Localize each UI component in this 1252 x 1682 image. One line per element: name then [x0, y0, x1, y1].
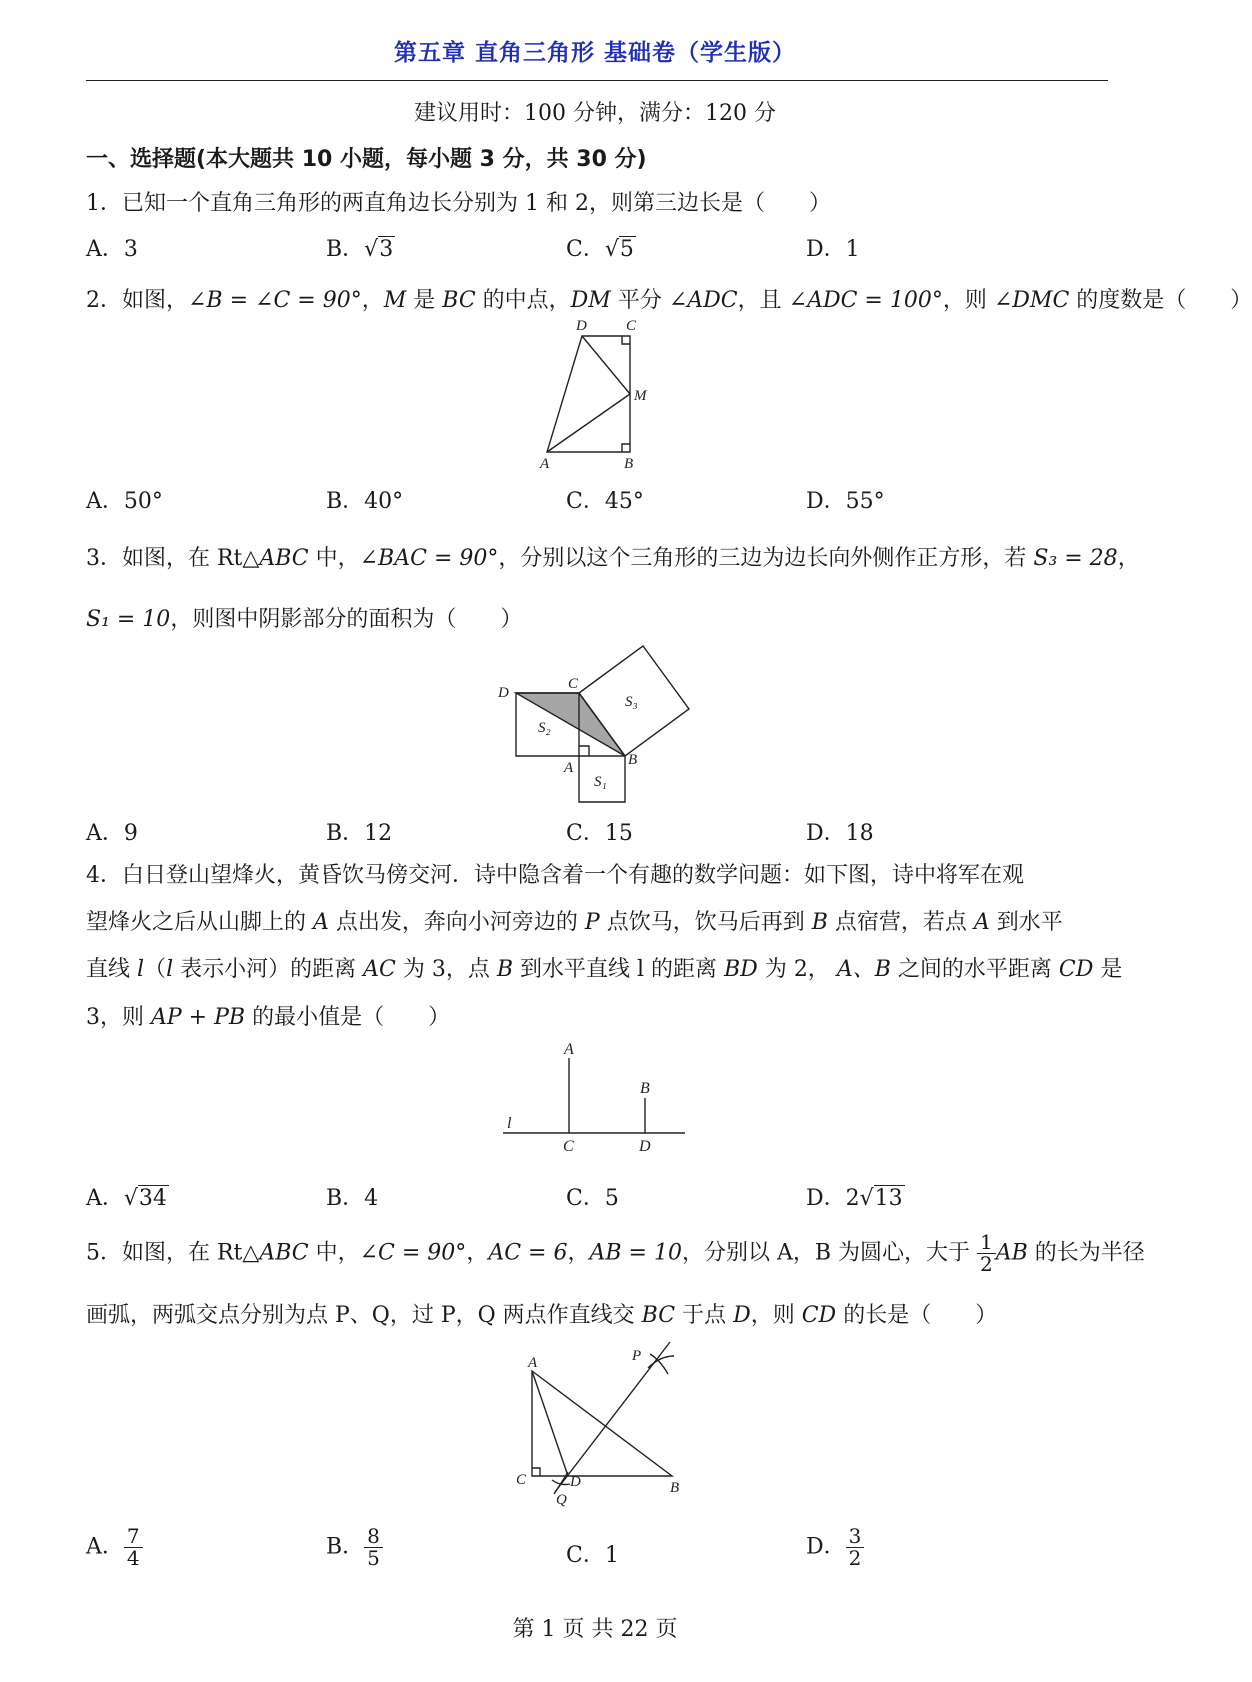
- option-c: C．45°: [566, 489, 644, 514]
- option-a: A．3: [86, 237, 138, 262]
- question-3-stem-line-1: 3．如图，在 Rt△ABC 中，∠BAC = 90°，分别以这个三角形的三边为边长向外侧作正方形，若 S₃ = 28，: [86, 546, 1140, 571]
- question-3-stem-line-2: S₁ = 10，则图中阴影部分的面积为（ ）: [86, 607, 523, 632]
- question-4-stem-line-4: 3，则 AP + PB 的最小值是（ ）: [86, 1005, 451, 1030]
- label-b: B: [624, 456, 634, 472]
- label-a: A: [564, 760, 574, 776]
- time-and-score-info: 建议用时：100 分钟，满分：120 分: [414, 101, 776, 126]
- option-b: B．40°: [326, 489, 404, 514]
- option-b: B．12: [326, 821, 393, 846]
- option-b: B． $\frac{8}{5}$: [326, 1526, 383, 1569]
- label-a: A: [528, 1355, 538, 1371]
- question-4-figure: [495, 1036, 695, 1166]
- question-2-stem: 2．如图，∠B = ∠C = 90°，M 是 BC 的中点，DM 平分 ∠ADC，且 ∠ADC = 100°，则 ∠DMC 的度数是（ ）: [86, 288, 1252, 313]
- option-a: A．9: [86, 821, 138, 846]
- sqrt-expression: √34: [123, 1186, 167, 1211]
- section-heading: 一、选择题(本大题共 10 小题，每小题 3 分，共 30 分): [86, 147, 647, 172]
- quadrilateral-abcd: [547, 336, 630, 452]
- document-title: 第五章 直角三角形 基础卷（学生版）: [393, 40, 796, 66]
- sqrt-expression: √3: [364, 237, 394, 262]
- label-m: M: [634, 388, 647, 404]
- label-c: C: [626, 318, 637, 334]
- label-p: P: [632, 1348, 642, 1364]
- option-c: C．5: [566, 1186, 619, 1211]
- fraction-one-half: $\frac{1}{2}$: [977, 1232, 996, 1275]
- question-3-figure: [490, 640, 700, 810]
- option-c: C．1: [566, 1543, 619, 1568]
- question-5-figure: [510, 1334, 710, 1514]
- label-d: D: [639, 1138, 651, 1155]
- question-2-figure: [530, 316, 670, 476]
- fraction-value: $\frac{8}{5}$: [364, 1526, 383, 1569]
- fraction-value: $\frac{3}{2}$: [846, 1526, 865, 1569]
- right-angle-mark-c: [622, 336, 630, 344]
- label-c: C: [516, 1472, 527, 1488]
- option-a: A．√34: [86, 1186, 167, 1211]
- option-d: D．2√13: [806, 1186, 903, 1211]
- question-1-stem: 1．已知一个直角三角形的两直角边长分别为 1 和 2，则第三边长是（ ）: [86, 191, 831, 216]
- question-4-stem-line-3: 直线 l（l 表示小河）的距离 AC 为 3，点 B 到水平直线 l 的距离 BD 为 2， A、B 之间的水平距离 CD 是: [86, 957, 1123, 982]
- option-a: A．50°: [86, 489, 163, 514]
- label-b: B: [670, 1480, 680, 1496]
- label-s2: S₂: [538, 720, 551, 736]
- sqrt-expression: √13: [859, 1186, 903, 1211]
- label-b: B: [628, 752, 638, 768]
- header-divider: [86, 80, 1108, 81]
- label-a: A: [540, 456, 550, 472]
- label-d: D: [570, 1474, 581, 1490]
- label-c: C: [568, 676, 579, 692]
- question-5-stem-line-2: 画弧，两弧交点分别为点 P、Q，过 P，Q 两点作直线交 BC 于点 D，则 CD 的长是（ ）: [86, 1303, 998, 1328]
- segment-am: [547, 394, 630, 452]
- label-q: Q: [556, 1492, 567, 1508]
- question-4-stem-line-2: 望烽火之后从山脚上的 A 点出发，奔向小河旁边的 P 点饮马，饮马后再到 B 点宿营，若点 A 到水平: [86, 910, 1063, 935]
- option-d: D．55°: [806, 489, 885, 514]
- option-d: D．1: [806, 237, 860, 262]
- label-s3: S₃: [625, 694, 638, 710]
- label-b: B: [640, 1080, 650, 1097]
- sqrt-expression: √5: [604, 237, 634, 262]
- option-c: C．15: [566, 821, 633, 846]
- triangle-abc: [532, 1371, 672, 1476]
- question-5-stem-line-1: 5．如图，在 Rt△ABC 中，∠C = 90°，AC = 6，AB = 10，分别以 A，B 为圆心，大于 $\frac{1}{2}$ AB 的长为半径: [86, 1230, 1145, 1276]
- label-d: D: [498, 685, 509, 701]
- option-a: A． $\frac{7}{4}$: [86, 1526, 143, 1569]
- label-s1: S₁: [594, 774, 607, 790]
- option-b: B．4: [326, 1186, 379, 1211]
- option-c: C．√5: [566, 237, 634, 262]
- page-number-footer: 第 1 页 共 22 页: [512, 1617, 678, 1642]
- right-angle-mark-c: [532, 1468, 540, 1476]
- option-d: D．18: [806, 821, 874, 846]
- option-b: B．√3: [326, 237, 394, 262]
- option-d: D． $\frac{3}{2}$: [806, 1526, 864, 1569]
- label-c: C: [563, 1138, 574, 1155]
- label-d: D: [576, 318, 587, 334]
- right-angle-mark-a: [579, 746, 589, 756]
- segment-dm: [582, 336, 630, 394]
- right-angle-mark-b: [622, 444, 630, 452]
- fraction-value: $\frac{7}{4}$: [124, 1526, 143, 1569]
- label-a: A: [564, 1041, 574, 1058]
- label-l: l: [507, 1115, 512, 1132]
- segment-ad: [532, 1371, 568, 1476]
- shaded-triangle: [516, 693, 625, 756]
- question-4-stem-line-1: 4．白日登山望烽火，黄昏饮马傍交河．诗中隐含着一个有趣的数学问题：如下图，诗中将军在观: [86, 863, 1025, 888]
